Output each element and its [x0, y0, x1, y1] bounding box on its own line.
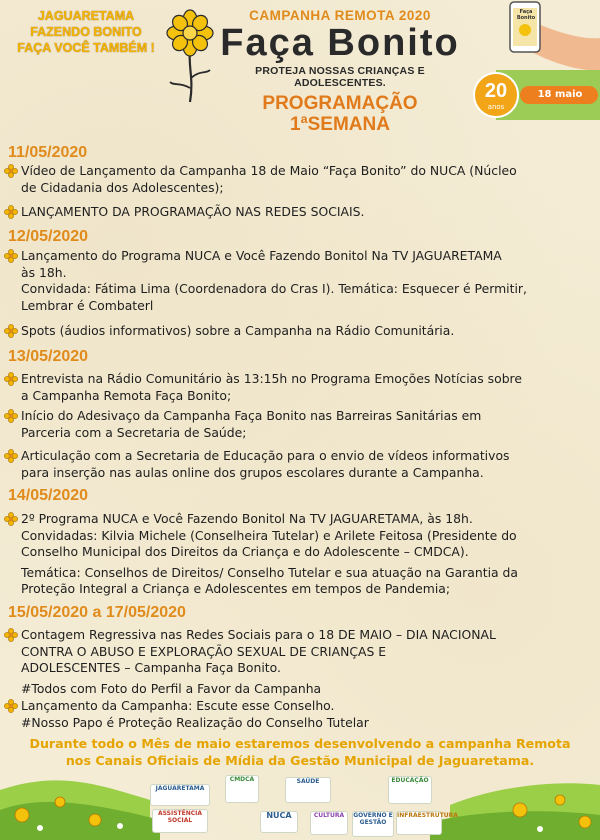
item-text: #Todos com Foto do Perfil a Favor da Campanha	[21, 680, 322, 696]
item-text: Temática: Conselhos de Direitos/ Conselho Tutelar e sua atuação na Garantia da	[21, 564, 519, 580]
campaign-title: Faça Bonito	[220, 22, 460, 64]
closing-line-1: Durante todo o Mês de maio estaremos desenvolvendo a campanha Remota	[29, 736, 571, 751]
date-heading: 15/05/2020 a 17/05/2020	[8, 604, 186, 621]
item-text: Início do Adesivaço da Campanha Faça Bonito nas Barreiras Sanitárias em	[21, 408, 482, 423]
logo-educacao: EDUCAÇÃO	[388, 776, 432, 804]
item-text: CONTRA O ABUSO E EXPLORAÇÃO SEXUAL DE CRIANÇAS E	[21, 643, 387, 659]
schedule-item	[4, 163, 590, 196]
item-text: LANÇAMENTO DA PROGRAMAÇÃO NAS REDES SOCIAIS.	[21, 204, 365, 219]
logo-cultura: CULTURA	[310, 811, 348, 835]
item-text: Conselho Municipal dos Direitos da Criança e do Adolescente – CMDCA).	[21, 544, 469, 560]
item-text: Vídeo de Lançamento da Campanha 18 de Maio “Faça Bonito” do NUCA (Núcleo	[21, 163, 517, 178]
item-text: 2º Programa NUCA e Você Fazendo Bonitol Na TV JAGUARETAMA, às 18h.	[21, 511, 473, 526]
slogan-line-1: JAGUARETAMA	[37, 9, 135, 23]
slogan-line-2: FAZENDO BONITO	[30, 25, 142, 39]
flower-bullet-icon	[4, 249, 18, 263]
date-heading: 13/05/2020	[8, 348, 89, 365]
item-text: Convidadas: Kilvia Michele (Conselheira Tutelar) e Arilete Feitosa (Presidente do	[21, 527, 517, 543]
schedule-item	[4, 698, 590, 731]
item-text: Entrevista na Rádio Comunitário às 13:15h no Programa Emoções Notícias sobre	[21, 371, 523, 386]
phone-label: Faça Bonito	[516, 9, 536, 21]
flower-bullet-icon	[4, 699, 18, 713]
schedule-item	[4, 204, 590, 221]
item-text: Articulação com a Secretaria de Educação para o envio de vídeos informativos	[21, 448, 510, 463]
flower-bullet-icon	[4, 205, 18, 219]
item-text: ADOLESCENTES – Campanha Faça Bonito.	[21, 660, 281, 676]
flower-bullet-icon	[4, 409, 18, 423]
date-heading: 11/05/2020	[8, 144, 88, 161]
item-text: a Campanha Remota Faça Bonito;	[21, 387, 232, 403]
item-text: #Nosso Papo é Proteção Realização do Conselho Tutelar	[21, 714, 369, 730]
logo-saude: SAÚDE	[285, 777, 331, 803]
partner-logos	[150, 775, 458, 840]
item-text: Contagem Regressiva nas Redes Sociais para o 18 DE MAIO – DIA NACIONAL	[21, 627, 496, 642]
badge-date: 18 maio	[537, 89, 583, 100]
slogan	[6, 8, 166, 56]
date-heading: 12/05/2020	[8, 228, 89, 245]
program-title: PROGRAMAÇÃO	[262, 93, 418, 114]
flower-bullet-icon	[4, 449, 18, 463]
campaign-subtitle: PROTEJA NOSSAS CRIANÇAS E ADOLESCENTES.	[255, 65, 425, 89]
slogan-line-3: FAÇA VOCÊ TAMBÉM !	[17, 41, 155, 55]
item-text: Proteção Integral a Criança e Adolescentes em tempos de Pandemia;	[21, 581, 451, 597]
item-text: Lançamento da Campanha: Escute esse Conselho.	[21, 698, 335, 713]
schedule-item	[4, 248, 590, 314]
logo-jaguaretama: JAGUARETAMA	[150, 784, 210, 806]
logo-assistencia-social: ASSISTÊNCIA SOCIAL	[152, 809, 208, 833]
schedule-item	[4, 511, 590, 598]
schedule-item	[4, 371, 590, 404]
flower-bullet-icon	[4, 324, 18, 338]
flower-logo-icon	[160, 8, 220, 103]
closing-line-2: nos Canais Oficiais de Mídia da Gestão Municipal de Jaguaretama.	[65, 753, 535, 768]
badge-years-label: anos	[487, 103, 505, 111]
logo-nuca: NUCA	[260, 811, 298, 833]
item-text: Lembrar é Combaterl	[21, 297, 154, 313]
logo-infraestrutura: INFRAESTRUTURA	[396, 811, 442, 835]
flower-bullet-icon	[4, 512, 18, 526]
logo-governo-gestao: GOVERNO E GESTÃO	[352, 811, 394, 837]
item-text: para inserção nas aulas online dos grupos escolares durante a Campanha.	[21, 464, 484, 480]
logo-cmdca: CMDCA	[225, 775, 259, 803]
item-text: Convidada: Fátima Lima (Coordenadora do Cras I). Temática: Esquecer é Permitir,	[21, 281, 527, 297]
campaign-label: CAMPANHA REMOTA 2020	[249, 8, 431, 23]
flower-bullet-icon	[4, 164, 18, 178]
schedule-item	[4, 408, 590, 441]
date-heading: 14/05/2020	[8, 487, 89, 504]
item-text: às 18h.	[21, 264, 67, 280]
item-text: de Cidadania dos Adolescentes);	[21, 179, 224, 195]
schedule-item	[4, 627, 590, 697]
item-text: Lançamento do Programa NUCA e Você Fazendo Bonitol Na TV JAGUARETAMA	[21, 248, 502, 263]
week-title: 1ªSEMANA	[290, 114, 390, 135]
flower-bullet-icon	[4, 628, 18, 642]
campaign-heading	[220, 8, 460, 135]
schedule-item	[4, 448, 590, 481]
schedule-item	[4, 323, 590, 340]
campaign-badge	[470, 0, 600, 130]
badge-years: 20	[484, 80, 508, 102]
item-text: Parceria com a Secretaria de Saúde;	[21, 424, 247, 440]
item-text: Spots (áudios informativos) sobre a Campanha na Rádio Comunitária.	[21, 323, 455, 338]
flower-bullet-icon	[4, 372, 18, 386]
